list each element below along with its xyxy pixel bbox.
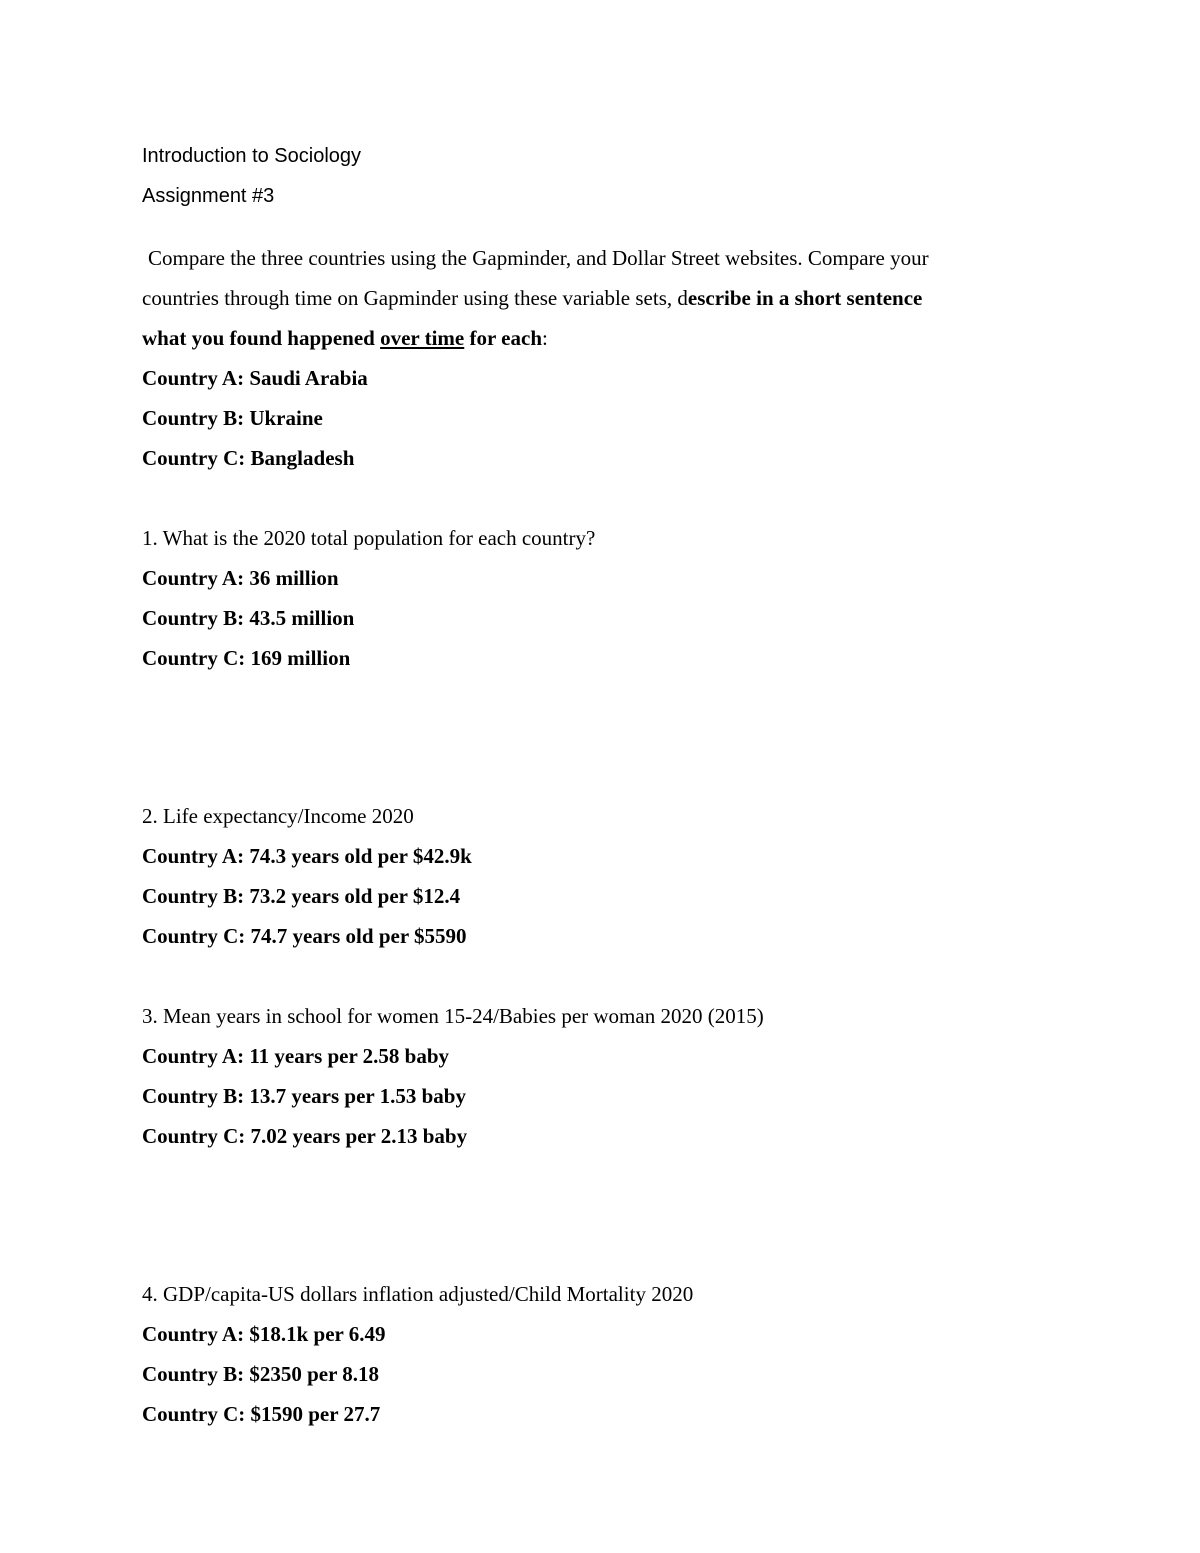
- question-4-answer-b: Country B: $2350 per 8.18: [142, 1362, 380, 1386]
- instructions-line-3: [142, 318, 1042, 358]
- question-2-prompt: 2. Life expectancy/Income 2020: [142, 804, 414, 828]
- instructions-line-2-bold: escribe in a short sentence: [687, 286, 923, 310]
- instructions-line-3-bold-b: for each: [464, 326, 543, 350]
- question-4-answer-a: Country A: $18.1k per 6.49: [142, 1322, 386, 1346]
- question-3-answer-c: Country C: 7.02 years per 2.13 baby: [142, 1124, 468, 1148]
- question-2-answer-c: Country C: 74.7 years old per $5590: [142, 924, 467, 948]
- instructions-line-3-colon: :: [542, 326, 548, 350]
- question-1-answer-c: Country C: 169 million: [142, 646, 351, 670]
- assignment-title: Assignment #3: [142, 185, 275, 207]
- instructions-line-2-plain: countries through time on Gapminder using these variable sets, d: [142, 286, 688, 310]
- question-4-answer-c: Country C: $1590 per 27.7: [142, 1402, 381, 1426]
- country-a-label: Country A: Saudi Arabia: [142, 366, 368, 390]
- course-title: Introduction to Sociology: [142, 145, 362, 167]
- instructions-line-3-bold-a: what you found happened: [142, 326, 381, 350]
- question-3-prompt: 3. Mean years in school for women 15-24/Babies per woman 2020 (2015): [142, 1004, 764, 1028]
- question-3-answer-a: Country A: 11 years per 2.58 baby: [142, 1044, 450, 1068]
- question-1-answer-b: Country B: 43.5 million: [142, 606, 355, 630]
- instructions-line-2: [142, 278, 1042, 318]
- instructions-line-1: Compare the three countries using the Gapminder, and Dollar Street websites. Compare your: [148, 246, 929, 270]
- question-1-prompt: 1. What is the 2020 total population for each country?: [142, 526, 596, 550]
- document-page: [142, 136, 1042, 1434]
- question-2-answer-b: Country B: 73.2 years old per $12.4: [142, 884, 461, 908]
- question-3-answer-b: Country B: 13.7 years per 1.53 baby: [142, 1084, 466, 1108]
- question-4-prompt: 4. GDP/capita-US dollars inflation adjusted/Child Mortality 2020: [142, 1282, 694, 1306]
- question-2-answer-a: Country A: 74.3 years old per $42.9k: [142, 844, 472, 868]
- question-1-answer-a: Country A: 36 million: [142, 566, 339, 590]
- country-c-label: Country C: Bangladesh: [142, 446, 355, 470]
- instructions-over-time: over time: [380, 326, 465, 350]
- country-b-label: Country B: Ukraine: [142, 406, 323, 430]
